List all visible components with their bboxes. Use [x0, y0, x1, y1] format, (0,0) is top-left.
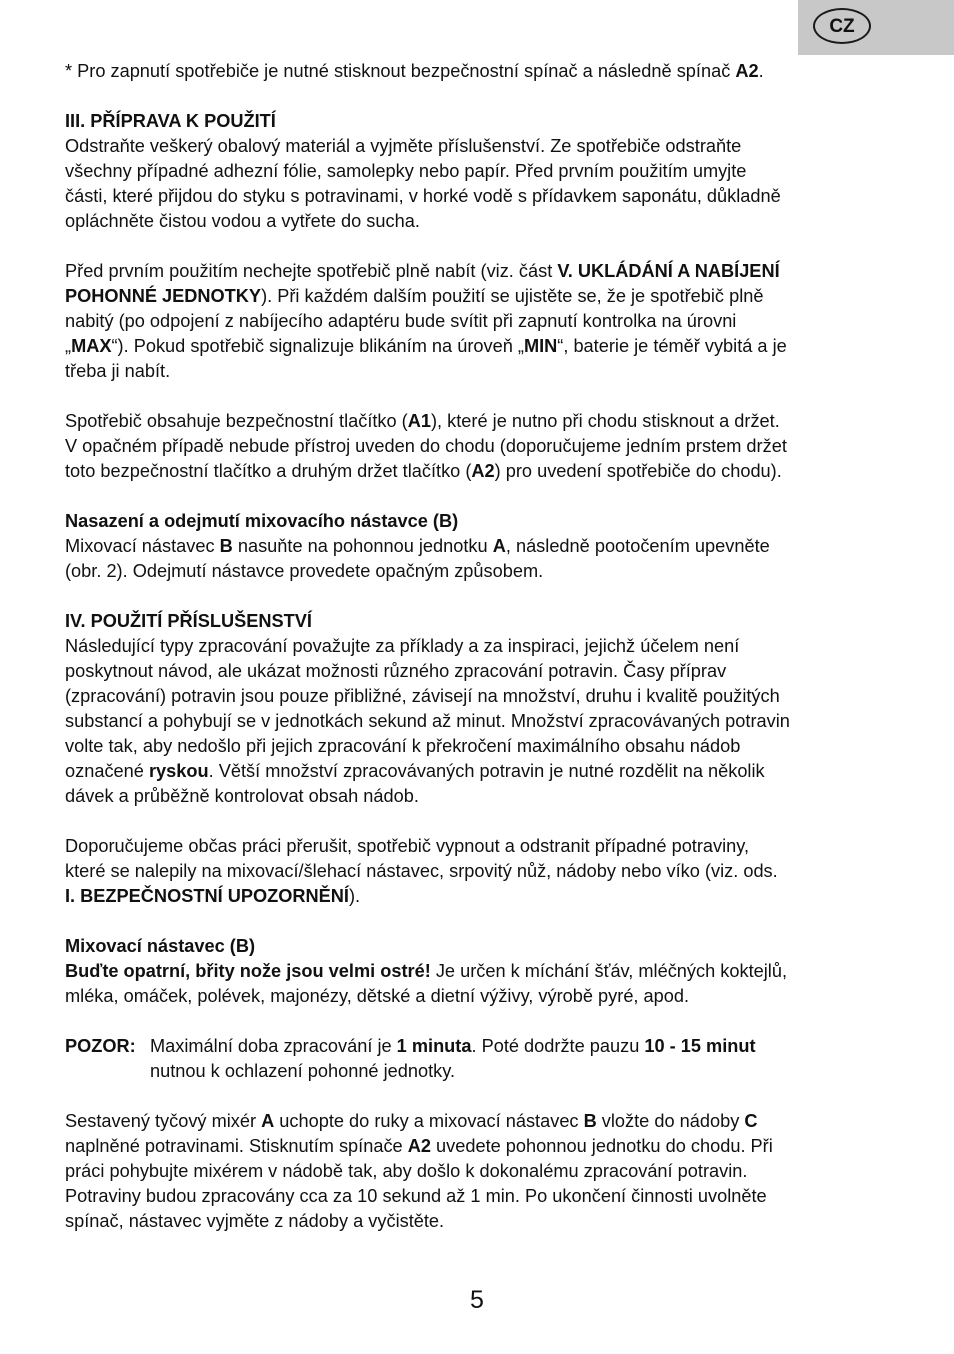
- charging-paragraph: Před prvním použitím nechejte spotřebič plně nabít (viz. část V. UKLÁDÁNÍ A NABÍJENÍ POHONNÉ JEDNOTKY). Při každém dalším použití se ujistěte se, že je spotřebič plně nabitý (po odpojení z nabíjecího adaptéru bude svítit při zapnutí kontrolka na úrovni „MAX“). Pokud spotřebič signalizuje blikáním na úroveň „MIN“, baterie je téměř vybitá a je třeba ji nabít.: [65, 261, 787, 381]
- section-4-heading: IV. POUŽITÍ PŘÍSLUŠENSTVÍ: [65, 611, 312, 631]
- language-badge: CZ: [813, 8, 871, 44]
- pause-paragraph: Doporučujeme občas práci přerušit, spotřebič vypnout a odstranit případné potraviny, které se nalepily na mixovací/šlehací nástavec, srpovitý nůž, nádoby nebo víko (viz. ods. I. BEZPEČNOSTNÍ UPOZORNĚNÍ).: [65, 836, 778, 906]
- power-on-note: * Pro zapnutí spotřebiče je nutné stisknout bezpečnostní spínač a následně spínač A2.: [65, 61, 764, 81]
- blender-heading: Mixovací nástavec (B): [65, 936, 256, 956]
- section-4-text: Následující typy zpracování považujte za příklady a za inspiraci, jejichž účelem není poskytnout návod, ale ukázat možnosti různého zpracování potravin. Časy příprav (zpracování) potravin jsou pouze přibližné, závisejí na množství, druhu i kvalitě použitých substancí a pohybují se v jednotkách sekund až minut. Množství zpracovávaných potravin volte tak, aby nedošlo při jejich zpracování k překročení maximálního obsahu nádob označené ryskou. Větší množství zpracovávaných potravin je nutné rozdělit na několik dávek a průběžně kontrolovat obsah nádob.: [65, 636, 790, 806]
- safety-button-paragraph: Spotřebič obsahuje bezpečnostní tlačítko (A1), které je nutno při chodu stisknout a držet. V opačném případě nebude přístroj uveden do chodu (doporučujeme jedním prstem držet toto bezpečnostní tlačítko a druhým držet tlačítko (A2) pro uvedení spotřebiče do chodu).: [65, 411, 787, 481]
- section-3-heading: III. PŘÍPRAVA K POUŽITÍ: [65, 111, 276, 131]
- attachment-heading: Nasazení a odejmutí mixovacího nástavce (B): [65, 511, 459, 531]
- warning-label: POZOR:: [65, 1036, 136, 1056]
- warning-text: Maximální doba zpracování je 1 minuta. Poté dodržte pauzu 10 - 15 minut nutnou k ochlazení pohonné jednotky.: [150, 1036, 756, 1081]
- blender-text: Buďte opatrní, břity nože jsou velmi ostré! Je určen k míchání šťáv, mléčných koktejlů, mléka, omáček, polévek, majonézy, dětské a dietní výživy, výrobě pyré, apod.: [65, 961, 787, 1006]
- page-content: [65, 59, 895, 1234]
- attachment-text: Mixovací nástavec B nasuňte na pohonnou jednotku A, následně pootočením upevněte (obr. 2). Odejmutí nástavce provedete opačným způsobem.: [65, 536, 770, 581]
- usage-paragraph: Sestavený tyčový mixér A uchopte do ruky a mixovací nástavec B vložte do nádoby C naplněné potravinami. Stisknutím spínače A2 uvedete pohonnou jednotku do chodu. Při práci pohybujte mixérem v nádobě tak, aby došlo k dokonalému zpracování potravin. Potraviny budou zpracovány cca za 10 sekund až 1 min. Po ukončení činnosti uvolněte spínač, nástavec vyjměte z nádoby a vyčistěte.: [65, 1111, 773, 1231]
- warning-block: [65, 1034, 895, 1084]
- language-tab: [798, 0, 954, 55]
- page-number: 5: [470, 1286, 484, 1314]
- section-3-text: Odstraňte veškerý obalový materiál a vyjměte příslušenství. Ze spotřebiče odstraňte všechny případné adhezní fólie, samolepky nebo papír. Před prvním použitím umyjte části, které přijdou do styku s potravinami, v horké vodě s přídavkem saponátu, důkladně opláchněte čistou vodou a vytřete do sucha.: [65, 136, 781, 231]
